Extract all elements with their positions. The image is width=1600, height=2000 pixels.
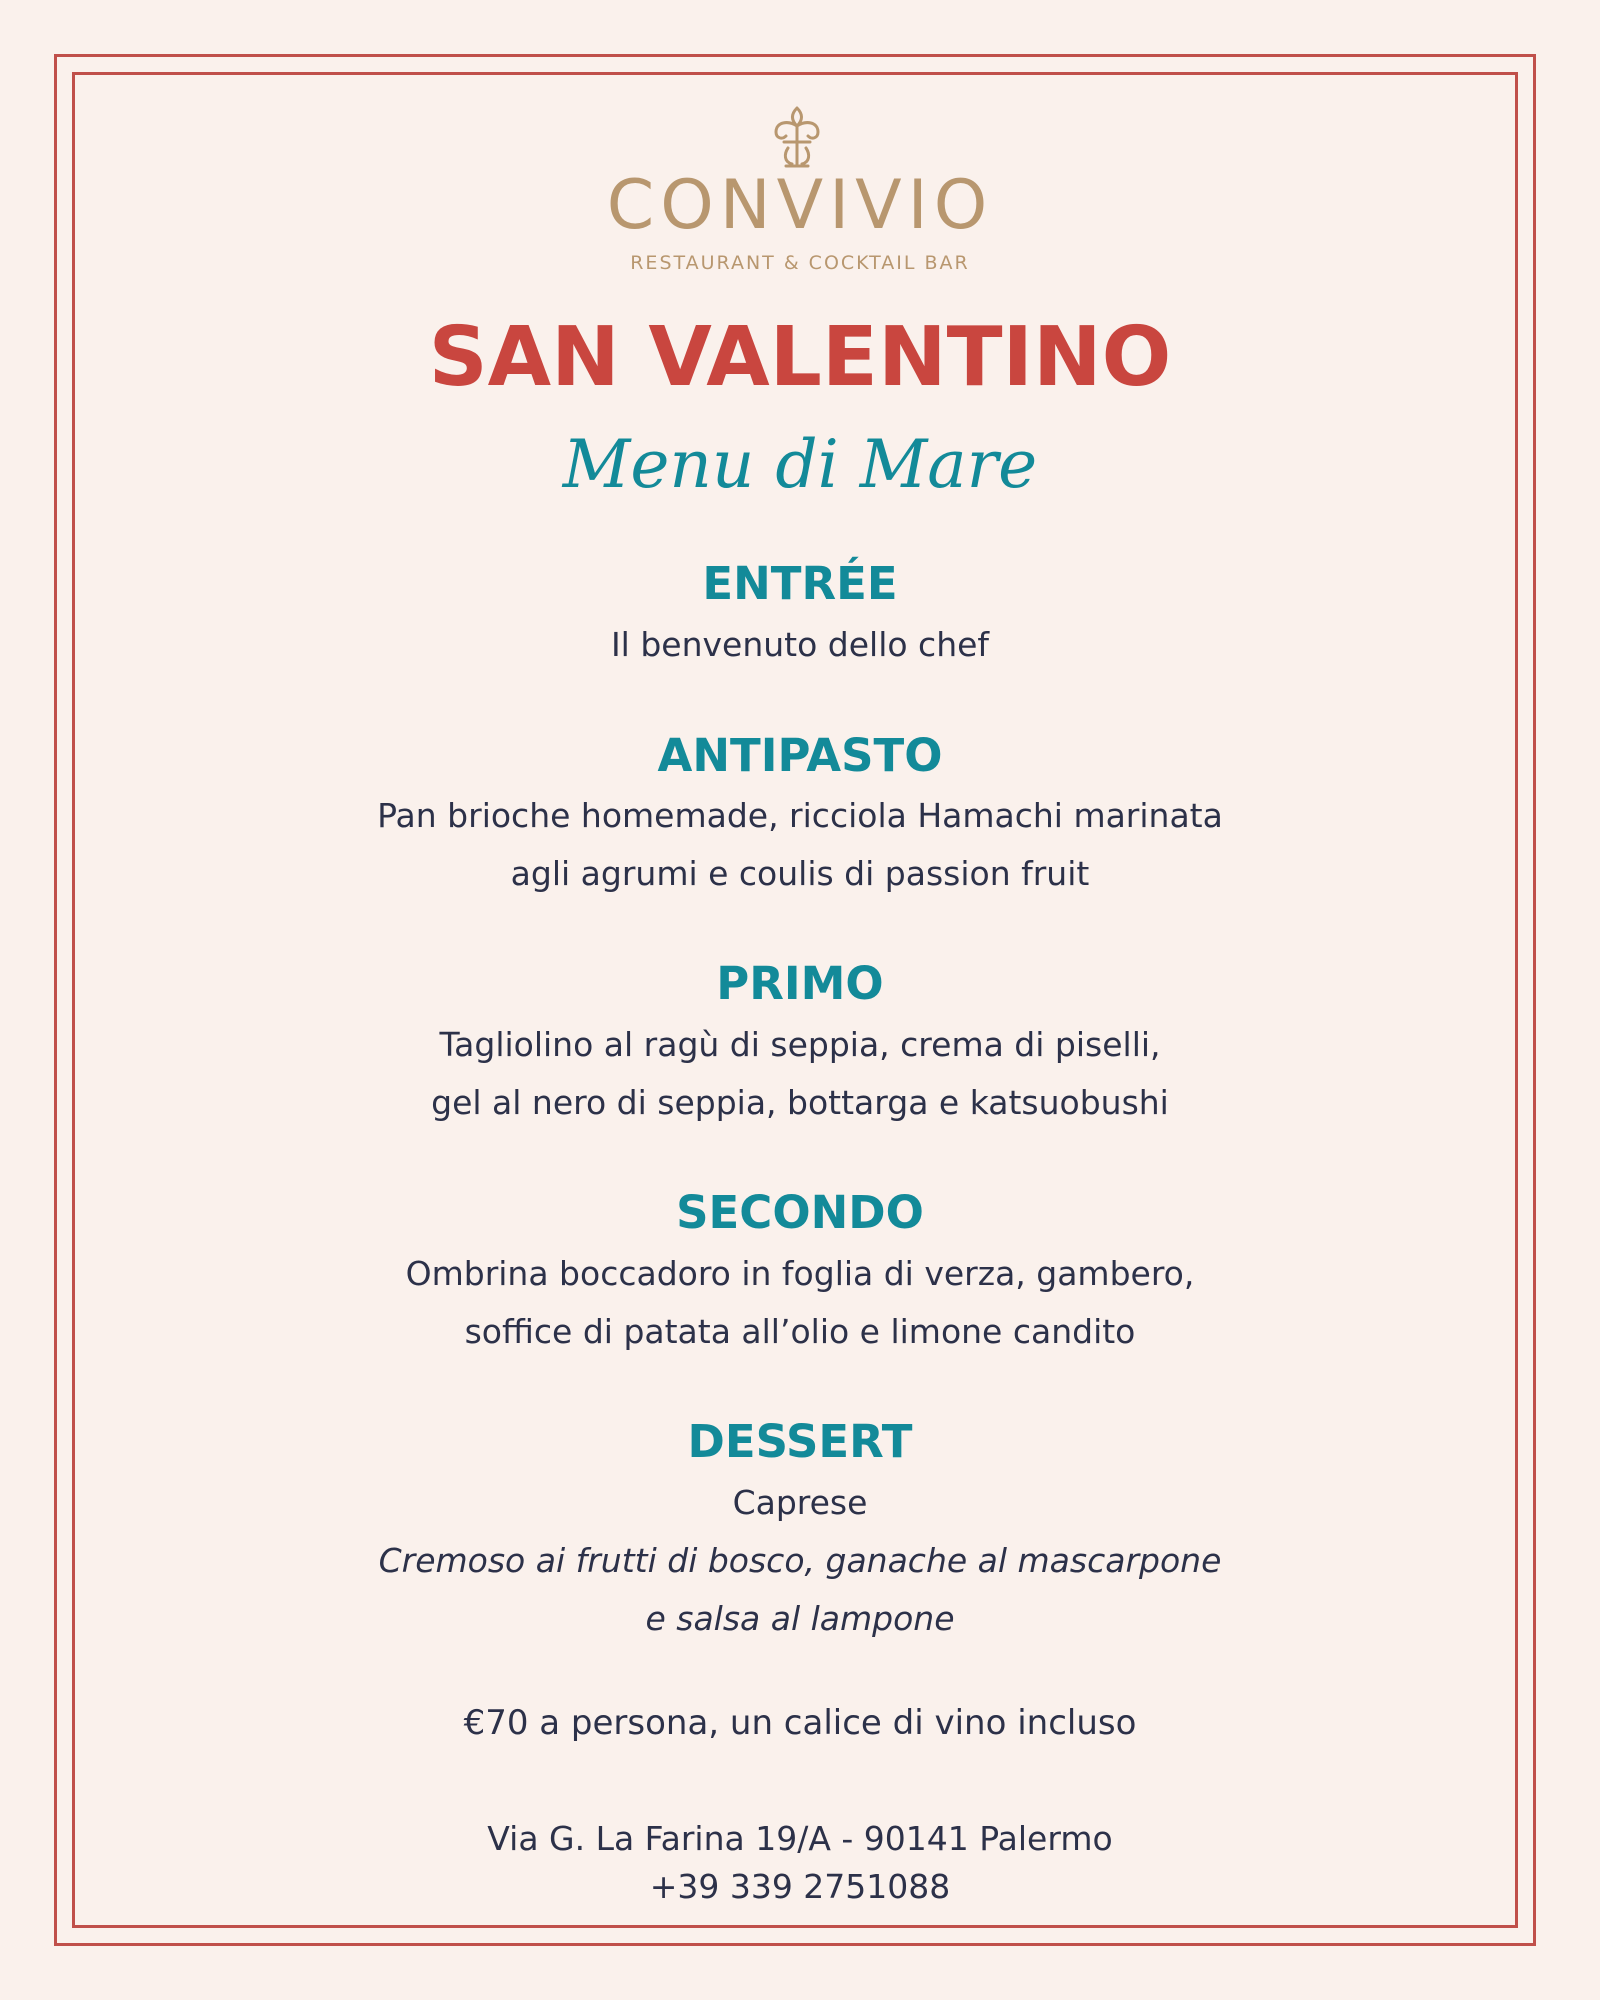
menu-item-line: Il benvenuto dello chef	[610, 625, 990, 664]
menu-item-line: soffice di patata all’olio e limone candito	[464, 1312, 1136, 1351]
logo-tagline: RESTAURANT & COCKTAIL BAR	[630, 252, 970, 274]
section-title-antipasto: ANTIPASTO	[657, 729, 943, 782]
menu-item-line: agli agrumi e coulis di passion fruit	[510, 854, 1090, 893]
section-title-entree: ENTRÉE	[702, 557, 898, 610]
phone-number: +39 339 2751088	[649, 1867, 951, 1906]
menu-item-line: gel al nero di seppia, bottarga e katsuobushi	[431, 1083, 1169, 1122]
section-title-secondo: SECONDO	[676, 1186, 924, 1239]
menu-item-line: Tagliolino al ragù di seppia, crema di piselli,	[439, 1025, 1161, 1064]
menu-item-description: Cremoso ai frutti di bosco, ganache al mascarpone	[378, 1541, 1222, 1580]
menu-item-line: Pan brioche homemade, ricciola Hamachi marinata	[377, 796, 1223, 835]
page-subtitle: Menu di Mare	[562, 426, 1038, 503]
address: Via G. La Farina 19/A - 90141 Palermo	[487, 1819, 1113, 1858]
menu-item-description: e salsa al lampone	[645, 1599, 955, 1638]
menu-item-line: Caprese	[732, 1483, 868, 1522]
logo-wordmark: CONVIVIO	[606, 166, 994, 245]
menu-item-line: Ombrina boccadoro in foglia di verza, gambero,	[405, 1254, 1195, 1293]
fleur-de-lis-emblem-icon	[766, 104, 828, 170]
section-title-primo: PRIMO	[716, 957, 884, 1010]
price-info: €70 a persona, un calice di vino incluso	[463, 1703, 1137, 1743]
section-title-dessert: DESSERT	[687, 1415, 913, 1468]
page-title: SAN VALENTINO	[428, 310, 1172, 405]
